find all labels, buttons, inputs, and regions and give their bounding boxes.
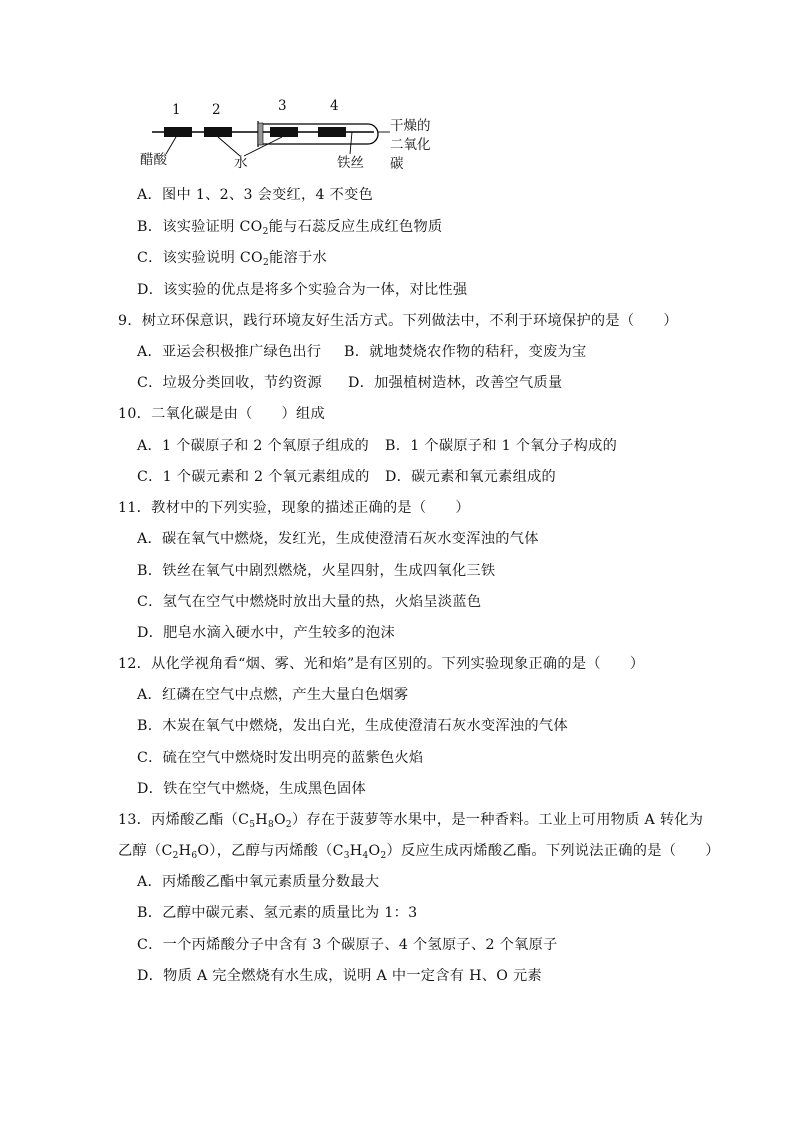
strip-number-3: 3: [278, 98, 287, 114]
q9-stem: 9．树立环保意识，践行环境友好生活方式。下列做法中，不利于环境保护的是（ ）: [118, 313, 678, 329]
q12-option-a: A．红磷在空气中点燃，产生大量白色烟雾: [137, 687, 409, 703]
strip-4: [318, 127, 346, 137]
q8-option-b: B．该实验证明 $CO_2$能与石蕊反应生成红色物质: [137, 219, 443, 237]
q9-option-c: C．垃圾分类回收，节约资源: [137, 375, 323, 391]
q13-stem-line1: 13．丙烯酸乙酯$(C_5H_8O_2)$存在于菠萝等水果中，是一种香料。工业上可用物质 A 转化为: [118, 812, 704, 830]
q12-option-b: B．木炭在氧气中燃烧，发出白光，生成使澄清石灰水变浑浊的气体: [137, 718, 568, 734]
q13-option-c: C．一个丙烯酸分子中含有 3 个碳原子、4 个氢原子、2 个氧原子: [137, 937, 558, 953]
strip-number-2: 2: [212, 102, 221, 118]
q9-option-a: A．亚运会积极推广绿色出行: [137, 344, 322, 360]
q8-option-c: C．该实验说明 $CO_2$能溶于水: [137, 250, 327, 268]
stopper: [258, 123, 263, 145]
label-co2-line2: 二氧化: [390, 137, 431, 153]
q13-option-b: B．乙醇中碳元素、氢元素的质量比为 1：3: [137, 905, 418, 921]
strip-number-1: 1: [172, 102, 181, 118]
strip-2: [204, 127, 232, 137]
label-water: 水: [234, 155, 248, 171]
q10-option-c: C．1 个碳元素和 2 个氧元素组成的: [137, 469, 370, 485]
q9-option-b: B．就地焚烧农作物的秸秆，变废为宝: [344, 344, 587, 360]
q11-option-b: B．铁丝在氧气中剧烈燃烧，火星四射，生成四氧化三铁: [137, 563, 496, 579]
q12-stem: 12．从化学视角看“烟、雾、光和焰”是有区别的。下列实验现象正确的是（ ）: [118, 656, 645, 672]
q10-option-d: D．碳元素和氧元素组成的: [385, 469, 557, 485]
q11-option-d: D．肥皂水滴入硬水中，产生较多的泡沫: [137, 625, 395, 641]
q10-stem: 10．二氧化碳是由（ ）组成: [118, 406, 325, 422]
label-co2-line1: 干燥的: [390, 118, 431, 134]
q13-option-d: D．物质 A 完全燃烧有水生成，说明 A 中一定含有 H、O 元素: [137, 968, 542, 984]
q8-option-d: D．该实验的优点是将多个实验合为一体，对比性强: [137, 282, 468, 298]
q13-option-a: A．丙烯酸乙酯中氧元素质量分数最大: [137, 874, 380, 890]
q10-option-a: A．1 个碳原子和 2 个氧原子组成的: [137, 438, 369, 454]
label-iron-wire: 铁丝: [337, 155, 364, 171]
q11-stem: 11．教材中的下列实验，现象的描述正确的是（ ）: [118, 500, 470, 516]
strip-1: [164, 127, 192, 137]
q8-option-a: A．图中 1、2、3 会变红，4 不变色: [137, 187, 374, 203]
q12-option-d: D．铁在空气中燃烧，生成黑色固体: [137, 781, 366, 797]
label-vinegar: 醋酸: [140, 152, 167, 168]
q10-option-b: B．1 个碳原子和 1 个氧分子构成的: [385, 438, 618, 454]
experiment-diagram: [140, 100, 450, 175]
strip-number-4: 4: [330, 98, 339, 114]
q11-option-a: A．碳在氧气中燃烧，发红光，生成使澄清石灰水变浑浊的气体: [137, 531, 539, 547]
q9-option-d: D．加强植树造林，改善空气质量: [348, 375, 563, 391]
q11-option-c: C．氢气在空气中燃烧时放出大量的热，火焰呈淡蓝色: [137, 594, 482, 610]
q13-stem-line2: 乙醇$(C_2H_6O)$，乙醇与丙烯酸$(C_3H_4O_2)$反应生成丙烯酸乙酯。下列说法正确的是（ ）: [118, 843, 720, 861]
q12-option-c: C．硫在空气中燃烧时发出明亮的蓝紫色火焰: [137, 750, 424, 766]
label-co2-line3: 碳: [390, 156, 404, 172]
strip-3: [270, 127, 298, 137]
